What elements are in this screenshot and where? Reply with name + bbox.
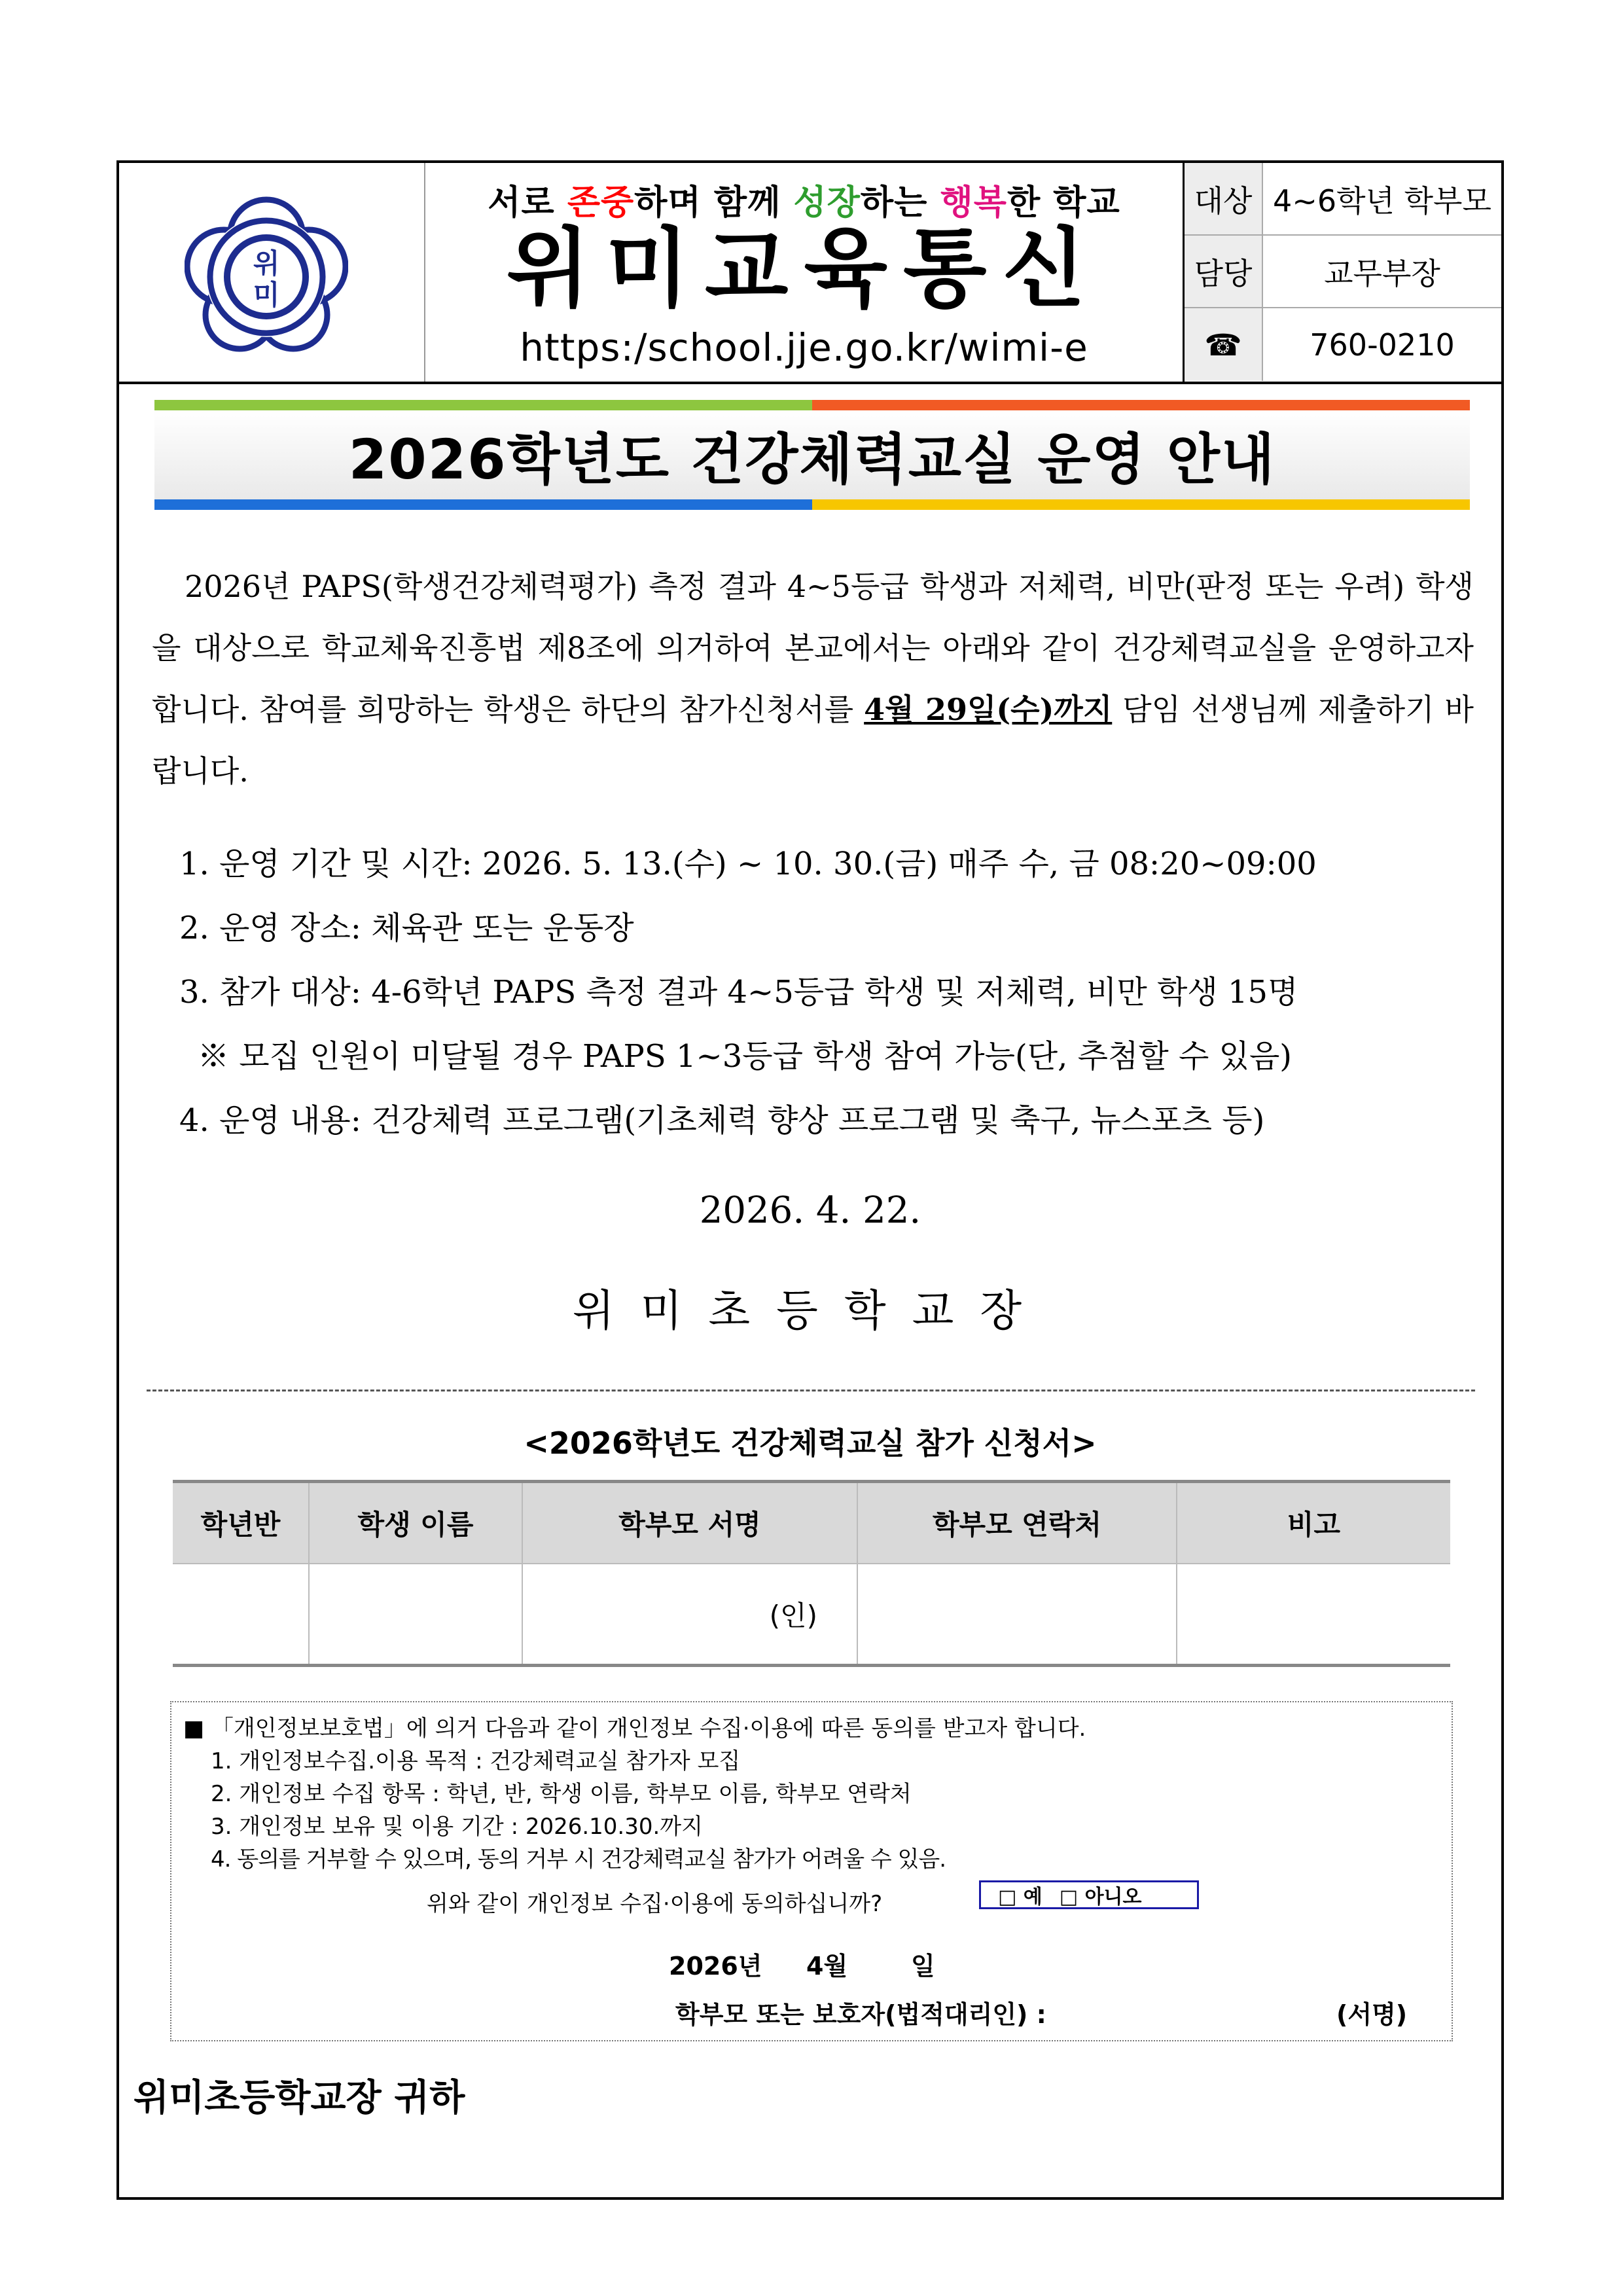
slogan-text: 하는: [860, 183, 940, 223]
detail-target: 3. 참가 대상: 4-6학년 PAPS 측정 결과 4~5등급 학생 및 저체력, 비만 학생 15명: [179, 974, 1298, 1011]
class-field[interactable]: [173, 1564, 309, 1666]
document-title: 2026학년도 건강체력교실 운영 안내: [154, 410, 1470, 499]
title-cell: [425, 163, 1185, 382]
svg-text:미: 미: [253, 279, 280, 311]
consent-item-fields: 2. 개인정보 수집 항목 : 학년, 반, 학생 이름, 학부모 이름, 학부모 연락처: [211, 1781, 912, 1807]
manager-value: 교무부장: [1324, 255, 1440, 291]
col-remarks: 비고: [1177, 1482, 1450, 1564]
issue-date: 2026. 4. 22.: [699, 1189, 921, 1232]
consent-item-period: 3. 개인정보 보유 및 이용 기간 : 2026.10.30.까지: [211, 1814, 703, 1840]
form-header-row: [173, 1482, 1450, 1564]
program-details: [179, 832, 1317, 1153]
col-class: 학년반: [173, 1482, 309, 1564]
sign-year: 2026년: [669, 1952, 762, 1981]
phone-value: 760-0210: [1310, 327, 1455, 363]
info-row-target: [1185, 163, 1501, 236]
addressee: 위미초등학교장 귀하: [134, 2077, 465, 2119]
banner-bar-bottom-left: [154, 499, 812, 510]
sign-day: 일: [911, 1952, 935, 1981]
detail-note: ※ 모집 인원이 미달될 경우 PAPS 1~3등급 학생 참여 가능(단, 추첨할 수 있음): [198, 1038, 1293, 1075]
intro-text-end: 담임 선생님께 제출하기 바랍니다.: [152, 692, 1474, 789]
banner-bar-top-left: [154, 400, 812, 410]
sign-month: 4월: [806, 1952, 848, 1981]
col-student-name: 학생 이름: [309, 1482, 522, 1564]
principal-signature: 위미초등학교장: [572, 1285, 1048, 1336]
guardian-label: 학부모 또는 보호자(법적대리인) :: [675, 2000, 1046, 2029]
slogan-text: 서로: [488, 183, 567, 223]
newsletter-header: [119, 163, 1501, 384]
parent-signature-field[interactable]: [522, 1564, 857, 1666]
school-logo-icon: [185, 196, 348, 353]
guardian-signature-mark: (서명): [1336, 2000, 1408, 2029]
slogan-highlight-respect: 존중: [567, 183, 635, 223]
intro-paragraph: [152, 556, 1474, 802]
slogan-text: 한 학교: [1007, 183, 1120, 223]
detail-location: 2. 운영 장소: 체육관 또는 운동장: [179, 910, 634, 946]
consent-item-refusal: 4. 동의를 거부할 수 있으며, 동의 거부 시 건강체력교실 참가가 어려울 수 있음.: [211, 1846, 946, 1873]
logo-cell: [119, 163, 425, 382]
cut-line: [147, 1390, 1475, 1391]
remarks-field[interactable]: [1177, 1564, 1450, 1666]
detail-content: 4. 운영 내용: 건강체력 프로그램(기초체력 향상 프로그램 및 축구, 뉴스포츠 등): [179, 1102, 1265, 1139]
privacy-consent-box: [170, 1701, 1453, 2041]
info-table: [1185, 163, 1501, 382]
col-parent-signature: 학부모 서명: [522, 1482, 857, 1564]
student-name-field[interactable]: [309, 1564, 522, 1666]
consent-yes-checkbox[interactable]: □ 예: [998, 1886, 1043, 1909]
svg-text:위: 위: [253, 247, 280, 279]
banner-bar-bottom-right: [812, 499, 1470, 510]
school-url[interactable]: https:/school.jje.go.kr/wimi-e: [520, 325, 1088, 370]
consent-item-purpose: 1. 개인정보수집.이용 목적 : 건강체력교실 참가자 모집: [211, 1748, 741, 1774]
consent-choice-box: [979, 1880, 1199, 1909]
newsletter-masthead: 위미교육통신: [506, 219, 1102, 319]
title-banner: [154, 400, 1470, 510]
info-row-manager: [1185, 236, 1501, 308]
target-label: 대상: [1185, 163, 1263, 234]
phone-icon: ☎: [1185, 308, 1263, 381]
submission-deadline: 4월 29일(수)까지: [864, 692, 1113, 727]
slogan-highlight-growth: 성장: [793, 183, 861, 223]
sign-date: [669, 1946, 935, 1982]
target-value: 4~6학년 학부모: [1273, 183, 1491, 219]
detail-period: 1. 운영 기간 및 시간: 2026. 5. 13.(수) ~ 10. 30.(금) 매주 수, 금 08:20~09:00: [179, 846, 1317, 882]
intro-text: 2026년 PAPS(학생건강체력평가) 측정 결과 4~5등급 학생과 저체력, 비만(판정 또는 우려) 학생을 대상으로 학교체육진흥법 제8조에 의거하여 본교에서는 아래와 같이 건강체력교실을 운영하고자 합니다. 참여를 희망하는 학생은 하단의 참가신청서를: [152, 569, 1474, 727]
slogan-text: 하며 함께: [634, 183, 794, 223]
form-entry-row: [173, 1564, 1450, 1666]
form-title: <2026학년도 건강체력교실 참가 신청서>: [524, 1426, 1097, 1461]
seal-mark: (인): [769, 1600, 817, 1632]
manager-label: 담당: [1185, 236, 1263, 307]
consent-question: 위와 같이 개인정보 수집·이용에 동의하십니까?: [427, 1891, 883, 1917]
parent-contact-field[interactable]: [857, 1564, 1177, 1666]
consent-lead: ■ 「개인정보보호법」에 의거 다음과 같이 개인정보 수집·이용에 따른 동의를 받고자 합니다.: [183, 1715, 1086, 1742]
banner-bar-top-right: [812, 400, 1470, 410]
col-parent-contact: 학부모 연락처: [857, 1482, 1177, 1564]
slogan-highlight-happiness: 행복: [940, 183, 1007, 223]
newsletter-frame: [116, 160, 1504, 2200]
application-form-table: [173, 1480, 1450, 1667]
info-row-phone: [1185, 308, 1501, 381]
school-slogan: [425, 175, 1183, 224]
consent-no-checkbox[interactable]: □ 아니오: [1059, 1886, 1142, 1909]
